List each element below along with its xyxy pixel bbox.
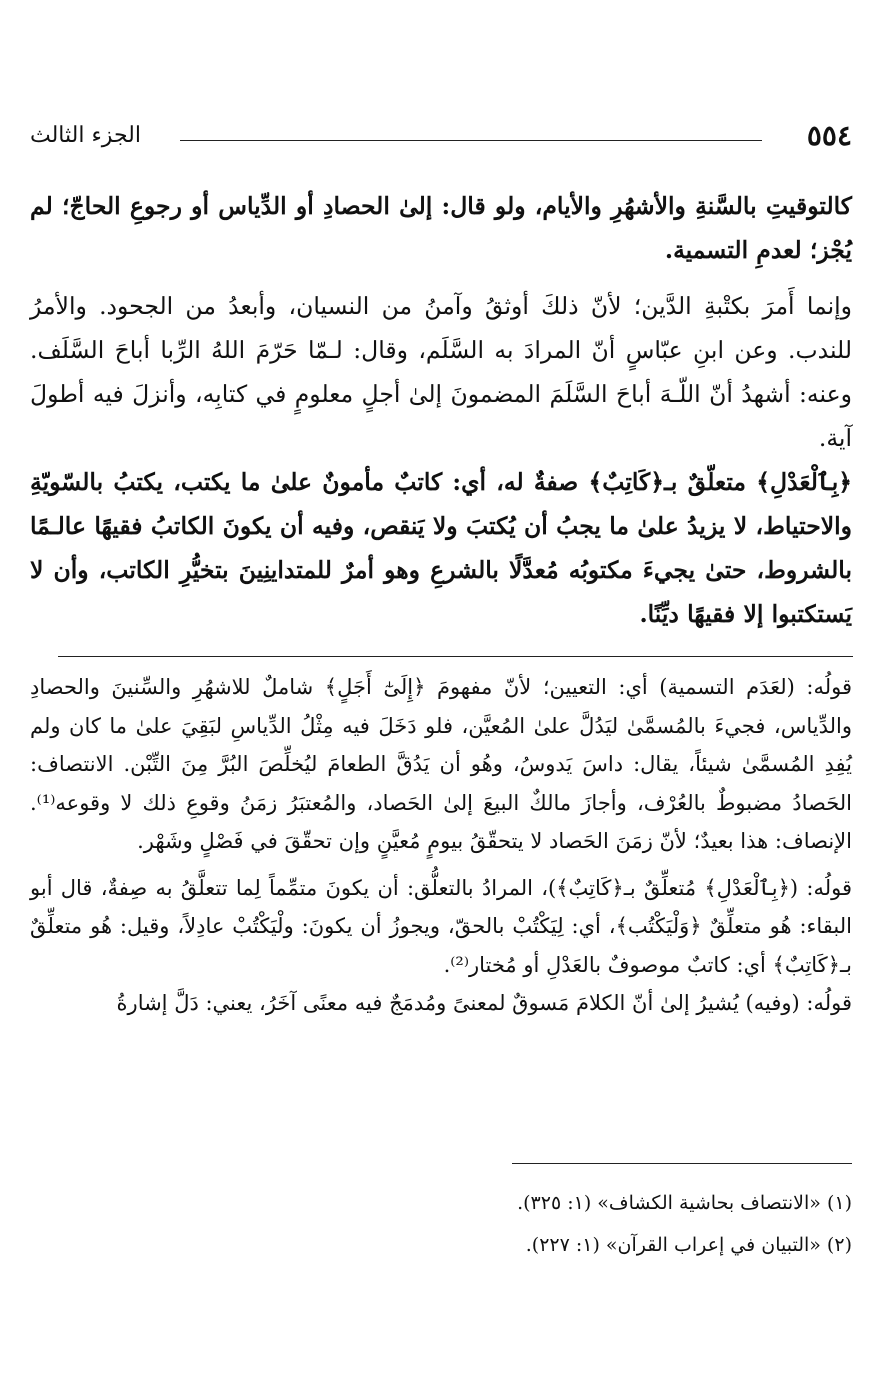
- running-head: الجزء الثالث: [30, 123, 141, 148]
- main-text-paragraph-2: وإنما أَمرَ بكتْبةِ الدَّين؛ لأنّ ذلكَ أوثقُ وآمنُ من النسيان، وأبعدُ من الجحود. والأمرُ للندب. وعن ابنِ عبّاسٍ أنّ المرادَ به السَّلَم، وقال: لـمّا حَرّمَ اللهُ الرِّبا أباحَ السَّلَف. وعنه: أشهدُ أنّ اللّـهَ أباحَ السَّلَمَ المضمونَ إلىٰ أجلٍ معلومٍ في كتابِه، وأنزلَ فيه أطولَ آية.: [30, 292, 852, 452]
- footnote-divider: [512, 1163, 852, 1164]
- commentary-paragraph-2: قولُه: (﴿بِٱلْعَدْلِ﴾ مُتعلِّقٌ بـ﴿كَاتِبٌ﴾)، المرادُ بالتعلُّق: أن يكونَ متمِّماً لِما تتعلَّقُ به صِفةٌ، قال أبو البقاء: هُو متعلِّقٌ ﴿وَلْيَكْتُب﴾، أي: لِيَكْتُبْ بالحقّ، ويجوزُ أن يكونَ: ولْيَكْتُبْ عادِلاً، وقيل: هُو متعلِّقٌ بـ﴿كَاتِبٌ﴾ أي: كاتبٌ موصوفٌ بالعَدْلِ أو مُختار⁽²⁾.: [30, 875, 852, 977]
- page-number: ٥٥٤: [806, 119, 852, 152]
- header-rule: [180, 140, 762, 141]
- main-text-paragraph-1: كالتوقيتِ بالسَّنةِ والأشهُرِ والأيام، ولو قال: إلىٰ الحصادِ أو الدِّياس أو رجوعِ الحاجّ؛ لم يُجْز؛ لعدمِ التسمية.: [30, 192, 852, 264]
- footnote-1: (١) «الانتصاف بحاشية الكشاف» (١: ٣٢٥).: [517, 1192, 852, 1214]
- commentary-paragraph-3: قولُه: (وفيه) يُشيرُ إلىٰ أنّ الكلامَ مَسوقٌ لمعنىً ومُدمَجٌ فيه معنًى آخَرُ، يعني: دَلَّ إشارةُ: [116, 991, 852, 1015]
- page-header: [30, 118, 852, 158]
- main-text-paragraph-3: ﴿بِٱلْعَدْلِ﴾ متعلّقٌ بـ﴿كَاتِبٌ﴾ صفةٌ له، أي: كاتبٌ مأمونٌ علىٰ ما يكتب، يكتبُ بالسّويّةِ والاحتياط، لا يزيدُ علىٰ ما يجبُ أن يُكتبَ ولا يَنقص، وفيه أن يكونَ الكاتبُ فقيهًا عالـمًا بالشروط، حتىٰ يجيءَ مكتوبُه مُعدَّلًا بالشرعِ وهو أمرٌ للمتداينِينَ بتخيُّرِ الكاتب، وأن لا يَستكتبوا إلا فقيهًا ديِّنًا.: [30, 468, 852, 628]
- main-text: [30, 184, 852, 636]
- commentary-divider: [58, 656, 853, 657]
- commentary-paragraph-1: قولُه: (لعَدَم التسمية) أي: التعيين؛ لأنّ مفهومَ ﴿إِلَىٰٓ أَجَلٍ﴾ شاملٌ للاشهُرِ والسِّنينَ والحصادِ والدِّياس، فجيءَ بالمُسمَّىٰ ليَدُلَّ علىٰ المُعيَّن، فلو دَخَلَ فيه مِثْلُ الدِّياسِ لبَقِيَ علىٰ ما كان ولم يُفِدِ المُسمَّىٰ شيئاً، يقال: داسَ يَدوسُ، وهُو أن يَدُقَّ الطعامَ ليُخلِّصَ البُرَّ مِنَ التِّبْن. الانتصاف: الحَصادُ مضبوطٌ بالعُرْف، وأجازَ مالكٌ البيعَ إلىٰ الحَصاد، والمُعتبَرُ زمَنُ وقوعِ ذلك لا وقوعه⁽¹⁾. الإنصاف: هذا بعيدٌ؛ لأنّ زمَنَ الحَصاد لا يتحقّقُ بيومٍ مُعيَّنٍ وإن تحقّقَ في فَصْلٍ وشَهْر.: [30, 675, 853, 853]
- commentary-text: [30, 668, 852, 1023]
- footnote-2: (٢) «التبيان في إعراب القرآن» (١: ٢٢٧).: [525, 1234, 852, 1256]
- footnotes: [30, 1182, 852, 1266]
